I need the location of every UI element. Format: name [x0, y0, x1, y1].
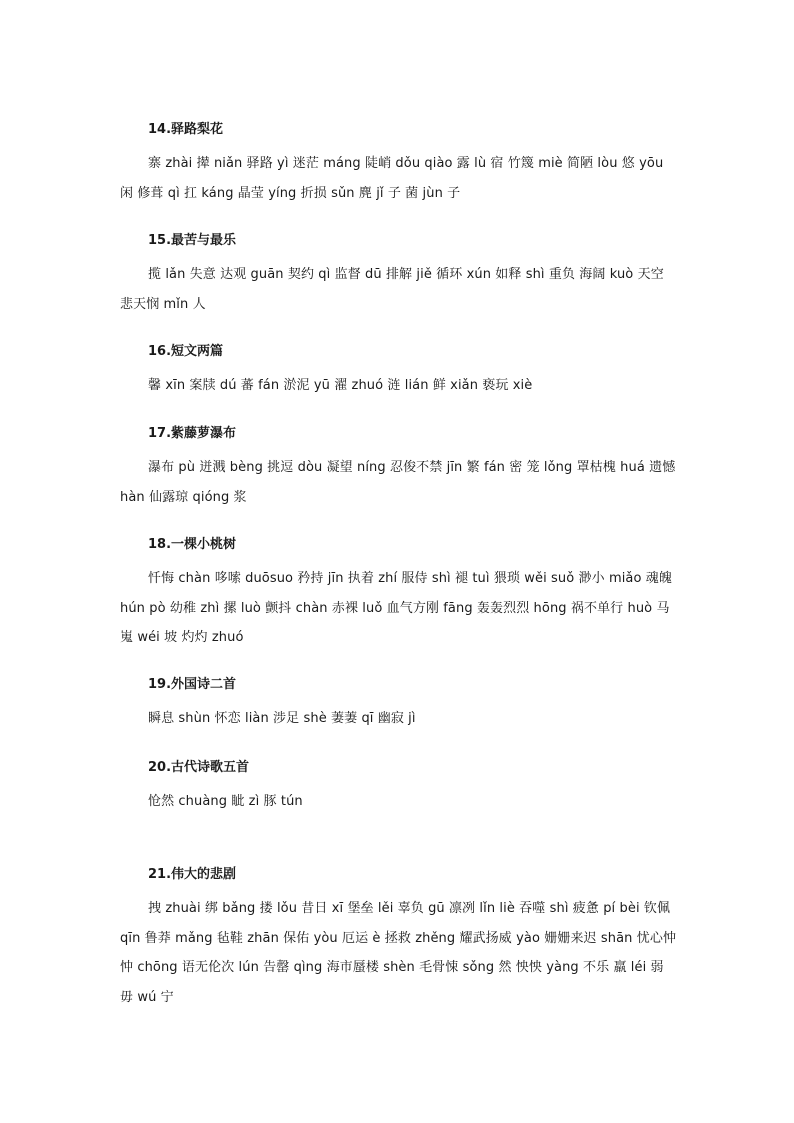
- section-text: 瀑布 pù 迸溅 bèng 挑逗 dòu 凝望 níng 忍俊不禁 jīn 繁 fán 密 笼 lǒng 罩枯槐 huá 遗憾 hàn 仙露琼 qióng 浆: [120, 460, 676, 505]
- section-text: 寨 zhài 撵 niǎn 驿路 yì 迷茫 máng 陡峭 dǒu qiào 露 lù 宿 竹篾 miè 简陋 lòu 悠 yōu 闲 修葺 qì 扛 káng 晶莹 yíng 折损 sǔn 麂 jǐ 子 菌 jùn 子: [120, 156, 664, 201]
- section-heading: 14.驿路梨花: [148, 122, 224, 137]
- section-15: [120, 232, 680, 319]
- section-16: [120, 343, 680, 401]
- section-text: 馨 xīn 案牍 dú 蕃 fán 淤泥 yū 濯 zhuó 涟 lián 鲜 xiǎn 亵玩 xiè: [148, 378, 533, 393]
- section-heading: 18.一棵小桃树: [148, 537, 237, 552]
- section-heading: 21.伟大的悲剧: [148, 867, 237, 882]
- section-text: 拽 zhuài 绑 bǎng 搂 lǒu 昔日 xī 堡垒 lěi 辜负 gū 凛冽 lǐn liè 吞噬 shì 疲惫 pí bèi 钦佩 qīn 鲁莽 mǎng 毡鞋 zhān 保佑 yòu 厄运 è 拯救 zhěng 耀武扬威 yào 姗姗来迟 shān 忧心忡忡 chōng 语无伦次 lún 告罄 qìng 海市蜃楼 shèn 毛骨悚 sǒng 然 怏怏 yàng 不乐 羸 léi 弱 毋 wú 宁: [120, 901, 677, 1005]
- section-20: [120, 759, 680, 817]
- section-text: 忏悔 chàn 哆嗦 duōsuo 矜持 jīn 执着 zhí 服侍 shì 褪 tuì 猥琐 wěi suǒ 渺小 miǎo 魂魄 hún pò 幼稚 zhì 摞 luò 颤抖 chàn 赤裸 luǒ 血气方刚 fāng 轰轰烈烈 hōng 祸不单行 huò 马嵬 wéi 坡 灼灼 zhuó: [120, 571, 672, 645]
- section-text: 揽 lǎn 失意 达观 guān 契约 qì 监督 dū 排解 jiě 循环 xún 如释 shì 重负 海阔 kuò 天空 悲天悯 mǐn 人: [120, 267, 664, 312]
- section-14: [120, 121, 680, 208]
- section-18: [120, 536, 680, 653]
- section-heading: 17.紫藤萝瀑布: [148, 426, 237, 441]
- section-heading: 16.短文两篇: [148, 344, 224, 359]
- section-19: [120, 676, 680, 734]
- section-heading: 19.外国诗二首: [148, 677, 237, 692]
- section-text: 怆然 chuàng 眦 zì 豚 tún: [148, 794, 303, 809]
- section-17: [120, 425, 680, 512]
- section-heading: 20.古代诗歌五首: [148, 760, 250, 775]
- section-heading: 15.最苦与最乐: [148, 233, 237, 248]
- section-text: 瞬息 shùn 怀恋 liàn 涉足 shè 萋萋 qī 幽寂 jì: [148, 711, 416, 726]
- section-21: [120, 866, 680, 1012]
